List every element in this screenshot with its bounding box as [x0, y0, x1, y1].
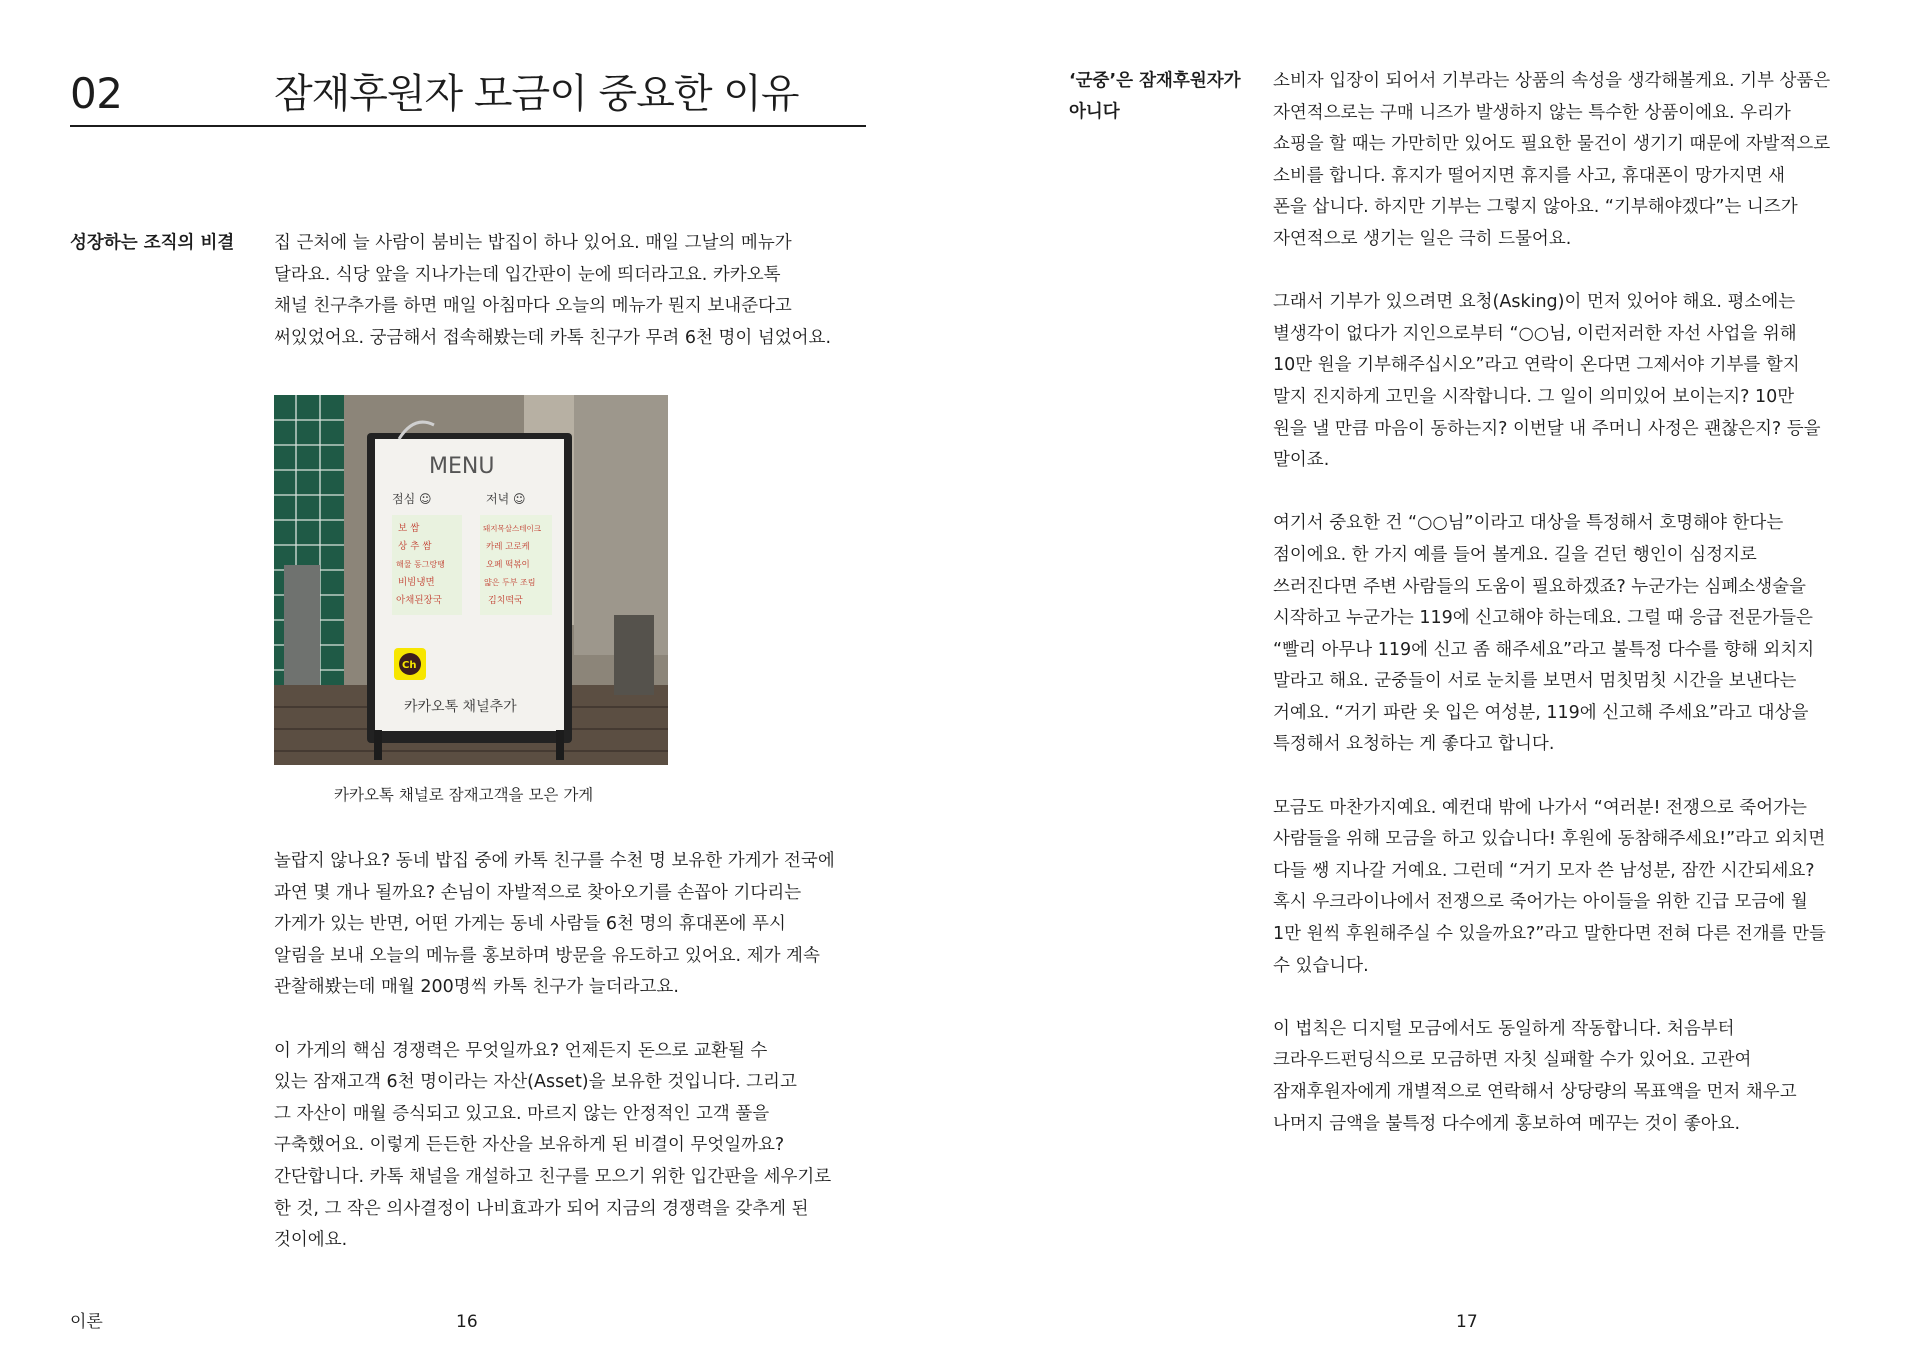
text-line: 원을 낼 만큼 마음이 동하는지? 이번달 내 주머니 사정은 괜찮은지? 등을 — [1273, 418, 1821, 439]
page-number-right: 17 — [1456, 1312, 1478, 1332]
chapter-title: 잠재후원자 모금이 중요한 이유 — [274, 71, 799, 117]
paragraph — [274, 1036, 874, 1257]
lunch-item: 비빔냉면 — [398, 577, 435, 588]
text-line: 수 있습니다. — [1273, 955, 1369, 976]
text-line: 그래서 기부가 있으려면 요청(Asking)이 먼저 있어야 해요. 평소에는 — [1273, 292, 1796, 313]
text-line: 이 가게의 핵심 경쟁력은 무엇일까요? 언제든지 돈으로 교환될 수 — [274, 1040, 768, 1061]
text-line: 자연적으로 생기는 일은 극히 드물어요. — [1273, 228, 1572, 249]
text-line: 이 법칙은 디지털 모금에서도 동일하게 작동합니다. 처음부터 — [1273, 1018, 1735, 1039]
title-rule — [70, 125, 866, 127]
dinner-item: 오페 떡볶이 — [486, 560, 530, 570]
text-line: 그 자산이 매월 증식되고 있고요. 마르지 않는 안정적인 고객 풀을 — [274, 1103, 770, 1124]
text-line: 별생각이 없다가 지인으로부터 “○○님, 이런저러한 자선 사업을 위해 — [1273, 323, 1797, 344]
left-body — [274, 846, 874, 1257]
dinner-item: 얇은 두부 조림 — [484, 578, 536, 587]
text-line: 소비를 합니다. 휴지가 떨어지면 휴지를 사고, 휴대폰이 망가지면 새 — [1273, 165, 1786, 186]
text-line: “빨리 아무나 119에 신고 좀 해주세요”라고 불특정 다수를 향해 외치지 — [1273, 639, 1815, 660]
text-line: 폰을 삽니다. 하지만 기부는 그렇지 않아요. “기부해야겠다”는 니즈가 — [1273, 197, 1798, 218]
text-line: 놀랍지 않나요? 동네 밥집 중에 카톡 친구를 수천 명 보유한 가게가 전국에 — [274, 851, 835, 871]
dinner-heading: 저녁 ☺ — [486, 492, 526, 506]
text-line: 나머지 금액을 불특정 다수에게 홍보하여 메꾸는 것이 좋아요. — [1273, 1113, 1741, 1134]
text-line: 과연 몇 개나 될까요? 손님이 자발적으로 찾아오기를 손꼽아 기다리는 — [274, 882, 802, 903]
text-line: 알림을 보내 오늘의 메뉴를 홍보하며 방문을 유도하고 있어요. 제가 계속 — [274, 945, 820, 966]
text-line: 쇼핑을 할 때는 가만히만 있어도 필요한 물건이 생기기 때문에 자발적으로 — [1273, 134, 1831, 155]
label-line: 아니다 — [1069, 102, 1120, 122]
text-line: 말이죠. — [1273, 450, 1330, 471]
section-label-growth-secret: 성장하는 조직의 비결 — [70, 233, 235, 253]
paragraph — [1273, 1014, 1873, 1140]
page-number-left: 16 — [456, 1312, 478, 1332]
label-line: ‘군중’은 잠재후원자가 — [1069, 71, 1241, 91]
text-line: 특정해서 요청하는 게 좋다고 합니다. — [1273, 734, 1555, 755]
text-line: 모금도 마찬가지예요. 예컨대 밖에 나가서 “여러분! 전쟁으로 죽어가는 — [1273, 797, 1807, 818]
text-line: 소비자 입장이 되어서 기부라는 상품의 속성을 생각해볼게요. 기부 상품은 — [1273, 71, 1831, 91]
text-line: 자연적으로는 구매 니즈가 발생하지 않는 특수한 상품이에요. 우리가 — [1273, 102, 1791, 123]
text-line: 집 근처에 늘 사람이 붐비는 밥집이 하나 있어요. 매일 그날의 메뉴가 — [274, 233, 792, 253]
text-line: 가게가 있는 반면, 어떤 가게는 동네 사람들 6천 명의 휴대폰에 푸시 — [274, 914, 786, 935]
lunch-heading: 점심 ☺ — [392, 492, 432, 506]
paragraph — [1273, 508, 1873, 761]
text-line: 말라고 해요. 군중들이 서로 눈치를 보면서 멈칫멈칫 시간을 보낸다는 — [1273, 671, 1797, 692]
text-line: 한 것, 그 작은 의사결정이 나비효과가 되어 지금의 경쟁력을 갖추게 된 — [274, 1198, 809, 1219]
text-line: 채널 친구추가를 하면 매일 아침마다 오늘의 메뉴가 뭔지 보내준다고 — [274, 296, 792, 317]
text-line: 써있었어요. 궁금해서 접속해봤는데 카톡 친구가 무려 6천 명이 넘었어요. — [274, 327, 832, 348]
lunch-item: 상 추 쌈 — [398, 541, 432, 552]
menu-title: MENU — [429, 454, 495, 479]
text-line: 관찰해봤는데 매월 200명씩 카톡 친구가 늘더라고요. — [274, 977, 679, 998]
text-line: 달라요. 식당 앞을 지나가는데 입간판이 눈에 띄더라고요. 카카오톡 — [274, 264, 781, 285]
paragraph — [1273, 793, 1873, 983]
dinner-item: 돼지목살스테이크 — [483, 524, 541, 533]
text-line: 것이에요. — [274, 1230, 348, 1251]
intro-paragraph — [274, 228, 874, 354]
lunch-item: 해물 동그랑땡 — [396, 560, 445, 569]
paragraph — [1273, 66, 1873, 256]
text-line: 사람들을 위해 모금을 하고 있습니다! 후원에 동참해주세요!”라고 외치면 — [1273, 829, 1826, 850]
section-label-crowd — [1069, 66, 1241, 128]
dinner-item: 김치떡국 — [488, 596, 523, 606]
paragraph — [1273, 287, 1873, 477]
footer-section-name: 이론 — [70, 1312, 103, 1332]
board-footer-text: 카카오톡 채널추가 — [404, 699, 517, 715]
paragraph — [274, 846, 874, 1004]
menu-board-photo — [274, 395, 668, 765]
right-body — [1273, 66, 1873, 1140]
dinner-item: 카레 고로케 — [486, 542, 530, 552]
text-line: 구축했어요. 이렇게 든든한 자산을 보유하게 된 비결이 무엇일까요? — [274, 1135, 785, 1156]
text-line: 말지 진지하게 고민을 시작합니다. 그 일이 의미있어 보이는지? 10만 — [1273, 386, 1795, 407]
text-line: 다들 쌩 지나갈 거예요. 그런데 “거기 모자 쓴 남성분, 잠깐 시간되세요? — [1273, 860, 1815, 881]
photo-caption: 카카오톡 채널로 잠재고객을 모은 가게 — [334, 786, 594, 804]
chapter-number: 02 — [70, 69, 123, 118]
text-line: 10만 원을 기부해주십시오”라고 연락이 온다면 그제서야 기부를 할지 — [1273, 355, 1800, 376]
text-line: 크라우드펀딩식으로 모금하면 자칫 실패할 수가 있어요. 고관여 — [1273, 1050, 1752, 1071]
text-line: 점이에요. 한 가지 예를 들어 볼게요. 길을 걷던 행인이 심정지로 — [1273, 544, 1757, 565]
text-line: 여기서 중요한 건 “○○님”이라고 대상을 특정해서 호명해야 한다는 — [1273, 513, 1784, 534]
text-line: 쓰러진다면 주변 사람들의 도움이 필요하겠죠? 누군가는 심폐소생술을 — [1273, 576, 1806, 597]
text-line: 혹시 우크라이나에서 전쟁으로 죽어가는 아이들을 위한 긴급 모금에 월 — [1273, 892, 1808, 913]
text-line: 간단합니다. 카톡 채널을 개설하고 친구를 모으기 위한 입간판을 세우기로 — [274, 1166, 832, 1187]
text-line: 거예요. “거기 파란 옷 입은 여성분, 119에 신고해 주세요”라고 대상을 — [1273, 702, 1809, 723]
text-line: 잠재후원자에게 개별적으로 연락해서 상당량의 목표액을 먼저 채우고 — [1273, 1082, 1797, 1102]
text-line: 시작하고 누군가는 119에 신고해야 하는데요. 그럴 때 응급 전문가들은 — [1273, 608, 1813, 629]
text-line: 있는 잠재고객 6천 명이라는 자산(Asset)을 보유한 것입니다. 그리고 — [274, 1072, 797, 1093]
lunch-item: 아채된장국 — [396, 595, 442, 606]
lunch-item: 보 쌈 — [398, 523, 420, 534]
badge-label: Ch — [402, 660, 417, 671]
text-line: 1만 원씩 후원해주실 수 있을까요?”라고 말한다면 전혀 다른 전개를 만들 — [1273, 924, 1826, 945]
